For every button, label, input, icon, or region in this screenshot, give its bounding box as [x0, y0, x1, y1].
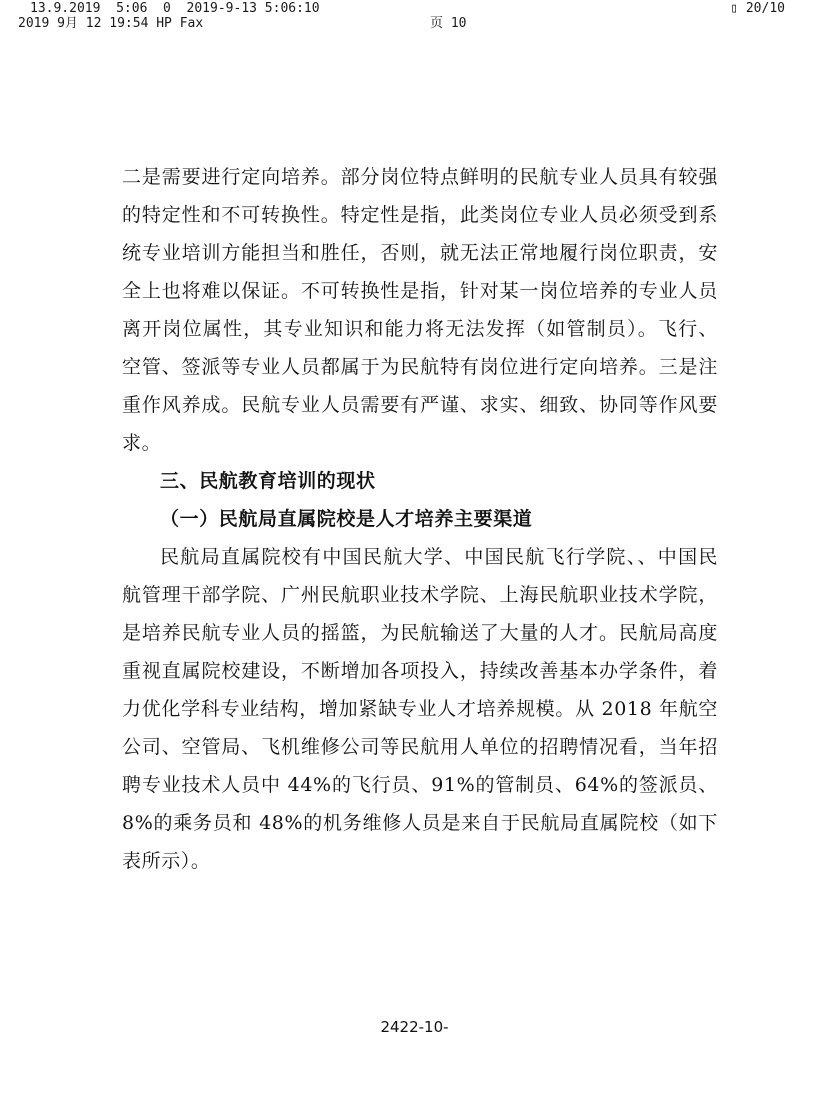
fax-page-label: 页 10 — [430, 16, 467, 31]
subsection-heading: （一）民航局直属院校是人才培养主要渠道 — [160, 508, 533, 530]
fax-page-count: ▯ 20/10 — [730, 1, 785, 16]
fax-header — [0, 0, 829, 34]
paragraph-continuation: 二是需要进行定向培养。部分岗位特点鲜明的民航专业人员具有较强的特定性和不可转换性。特定性是指，此类岗位专业人员必须受到系统专业培训方能担当和胜任，否则，就无法正常地履行岗位职责，安全上也将难以保证。不可转换性是指，针对某一岗位培养的专业人员离开岗位属性，其专业知识和能力将无法发挥（如管制员）。飞行、空管、签派等专业人员都属于为民航特有岗位进行定向培养。三是注重作风养成。民航专业人员需要有严谨、求实、细致、协同等作风要求。 — [122, 166, 718, 454]
fax-transmission-line: 13.9.2019 5:06 0 2019-9-13 5:06:10 — [30, 1, 320, 16]
section-heading: 三、民航教育培训的现状 — [160, 470, 376, 492]
fax-sender-line: 2019 9月 12 19:54 HP Fax — [18, 16, 204, 31]
document-body — [122, 158, 718, 880]
page-number: 2422-10- — [380, 1018, 449, 1036]
paragraph-colleges: 民航局直属院校有中国民航大学、中国民航飞行学院、、中国民航管理干部学院、广州民航职业技术学院、上海民航职业技术学院，是培养民航专业人员的摇篮，为民航输送了大量的人才。民航局高度重视直属院校建设，不断增加各项投入，持续改善基本办学条件，着力优化学科专业结构，增加紧缺专业人才培养规模。从 2018 年航空公司、空管局、飞机维修公司等民航用人单位的招聘情况看，当年招聘专业技术人员中 44%的飞行员、91%的管制员、64%的签派员、8%的乘务员和 48%的机务维修人员是来自于民航局直属院校（如下表所示）。 — [122, 546, 718, 872]
